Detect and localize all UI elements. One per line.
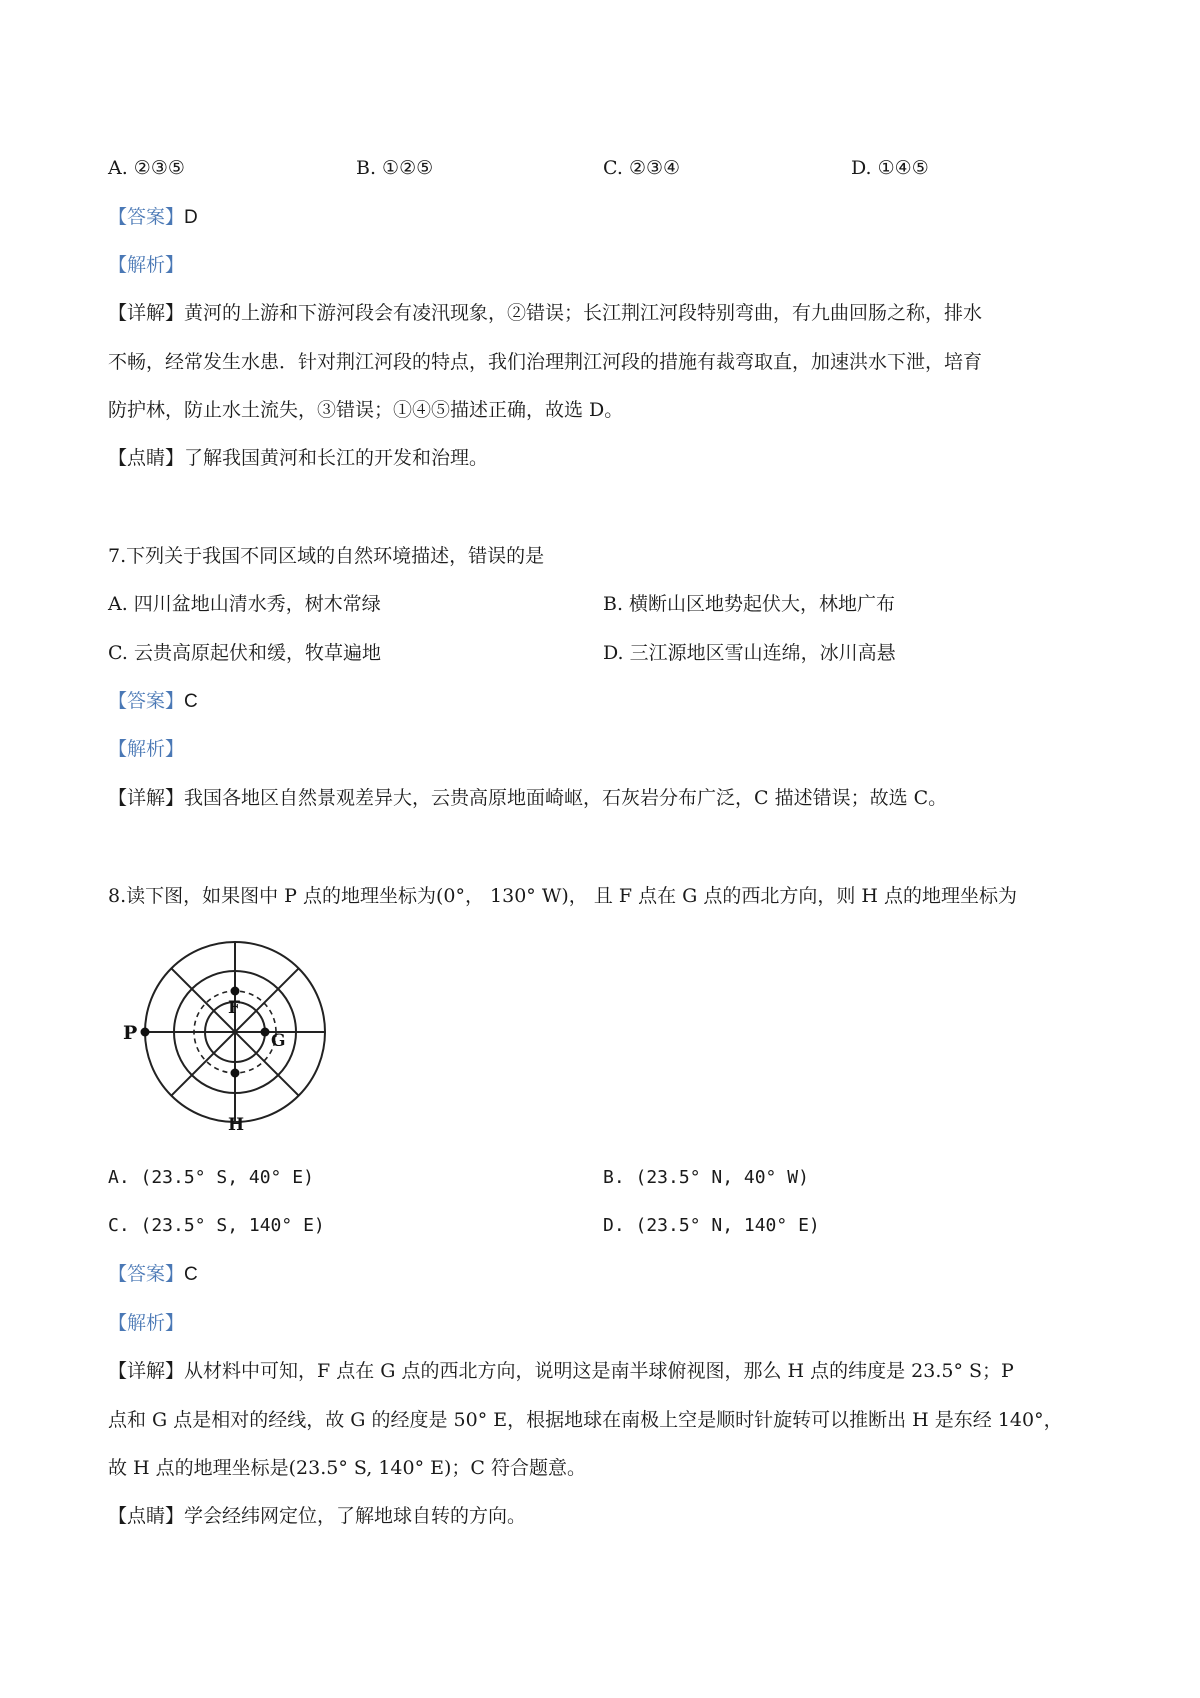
q8-tip: 【点睛】学会经纬网定位，了解地球自转的方向。 xyxy=(108,1505,527,1527)
q7-question: 7.下列关于我国不同区域的自然环境描述，错误的是 xyxy=(108,545,545,567)
q7-detail: 【详解】我国各地区自然景观差异大，云贵高原地面崎岖，石灰岩分布广泛，C 描述错误；故选 C。 xyxy=(108,787,948,809)
polar-grid-figure xyxy=(115,935,345,1133)
point-h xyxy=(231,1069,240,1078)
q6-answer xyxy=(108,205,198,230)
q6-detail-line-2: 不畅，经常发生水患．针对荆江河段的特点，我们治理荆江河段的措施有裁弯取直，加速洪水下泄，培育 xyxy=(108,351,983,373)
q8-detail-line-1: 【详解】从材料中可知，F 点在 G 点的西北方向，说明这是南半球俯视图，那么 H 点的纬度是 23.5° S；P xyxy=(108,1360,1014,1382)
point-g xyxy=(261,1028,270,1037)
q8-question: 8.读下图，如果图中 P 点的地理坐标为(0°， 130° W)， 且 F 点在 G 点的西北方向，则 H 点的地理坐标为 xyxy=(108,885,1017,907)
point-p xyxy=(141,1028,150,1037)
q7-option-d: D. 三江源地区雪山连绵，冰川高悬 xyxy=(603,642,896,664)
q7-option-a: A. 四川盆地山清水秀，树木常绿 xyxy=(108,593,381,615)
label-g: G xyxy=(271,1031,286,1051)
label-f: F xyxy=(228,998,241,1018)
q6-detail-line-3: 防护林，防止水土流失，③错误；①④⑤描述正确，故选 D。 xyxy=(108,399,624,421)
q7-option-b: B. 横断山区地势起伏大，林地广布 xyxy=(603,593,896,615)
q6-tip: 【点睛】了解我国黄河和长江的开发和治理。 xyxy=(108,447,489,469)
q6-option-c: C. ②③④ xyxy=(603,157,681,179)
q8-option-a: A. (23.5° S, 40° E) xyxy=(108,1167,314,1188)
q8-answer: 【答案】C xyxy=(108,1263,198,1285)
q8-detail-line-2: 点和 G 点是相对的经线，故 G 的经度是 50° E，根据地球在南极上空是顺时针旋转可以推断出 H 是东经 140°， xyxy=(108,1409,1063,1431)
tip-tag: 【点睛】 xyxy=(108,447,185,469)
q6-option-b: B. ①②⑤ xyxy=(356,157,434,179)
q8-option-c: C. (23.5° S, 140° E) xyxy=(108,1215,325,1236)
q8-option-b: B. (23.5° N, 40° W) xyxy=(603,1167,809,1188)
answer-value: D xyxy=(184,207,198,228)
detail-tag: 【详解】 xyxy=(108,302,185,324)
label-p: P xyxy=(123,1022,138,1044)
q6-option-a: A. ②③⑤ xyxy=(108,157,185,179)
q8-option-d: D. (23.5° N, 140° E) xyxy=(603,1215,820,1236)
q6-analysis xyxy=(108,253,184,277)
q7-option-c: C. 云贵高原起伏和缓，牧草遍地 xyxy=(108,642,381,664)
q6-detail-line-1: 【详解】黄河的上游和下游河段会有凌汛现象，②错误；长江荆江河段特别弯曲，有九曲回肠之称，排水 xyxy=(108,302,983,324)
analysis-tag: 【解析】 xyxy=(108,254,185,276)
q7-answer: 【答案】C xyxy=(108,690,198,712)
label-h: H xyxy=(228,1115,245,1133)
q6-option-d: D. ①④⑤ xyxy=(851,157,929,179)
q8-detail-line-3: 故 H 点的地理坐标是(23.5° S, 140° E)；C 符合题意。 xyxy=(108,1457,586,1479)
q8-analysis: 【解析】 xyxy=(108,1312,185,1334)
point-f xyxy=(231,987,240,996)
q7-analysis: 【解析】 xyxy=(108,738,185,760)
answer-tag: 【答案】 xyxy=(108,206,185,228)
